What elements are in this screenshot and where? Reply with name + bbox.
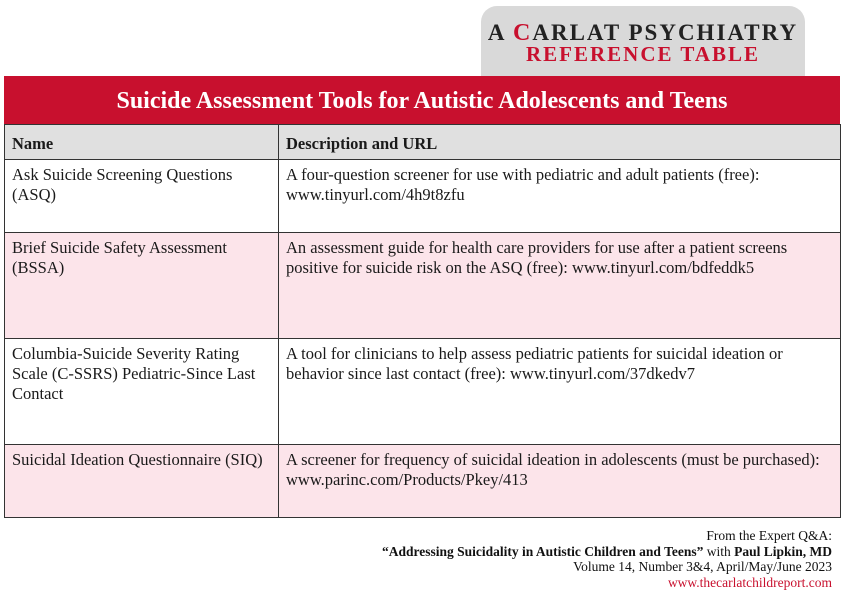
table-title: Suicide Assessment Tools for Autistic Adolescents and Teens bbox=[4, 76, 840, 124]
table-row bbox=[5, 160, 841, 233]
table-row bbox=[5, 339, 841, 445]
footer-source-label: From the Expert Q&A: bbox=[706, 528, 832, 543]
row-description: A four-question screener for use with pediatric and adult patients (free): www.tinyurl.com/4h9t8zfu bbox=[279, 160, 841, 233]
tab-line-1-red-letter: C bbox=[513, 20, 533, 46]
row-description: A screener for frequency of suicidal ideation in adolescents (must be purchased): www.parinc.com/Products/Pkey/413 bbox=[279, 445, 841, 518]
row-name: Columbia-Suicide Severity Rating Scale (C-SSRS) Pediatric-Since Last Contact bbox=[5, 339, 279, 445]
table-row bbox=[5, 445, 841, 518]
reference-table bbox=[4, 124, 841, 518]
footer-article-line bbox=[382, 544, 832, 560]
tab-line-1-prefix: A bbox=[487, 20, 514, 45]
header-description: Description and URL bbox=[279, 125, 841, 160]
row-description: An assessment guide for health care providers for use after a patient screens positive for suicide risk on the ASQ (free): www.tinyurl.com/bdfeddk5 bbox=[279, 233, 841, 339]
table-row bbox=[5, 233, 841, 339]
row-name: Brief Suicide Safety Assessment (BSSA) bbox=[5, 233, 279, 339]
tab-line-1-rest: ARLAT PSYCHIATRY bbox=[532, 20, 799, 45]
footer-article-title: “Addressing Suicidality in Autistic Children and Teens” bbox=[381, 543, 704, 559]
table-header-row bbox=[5, 125, 841, 160]
reference-table-tab bbox=[481, 6, 805, 76]
footer-website-link[interactable]: www.thecarlatchildreport.com bbox=[667, 574, 832, 590]
header-name: Name bbox=[5, 125, 279, 160]
footer-with: with bbox=[703, 543, 735, 559]
row-description: A tool for clinicians to help assess pediatric patients for suicidal ideation or behavior since last contact (free): www.tinyurl.com/37dkedv7 bbox=[279, 339, 841, 445]
tab-line-2: REFERENCE TABLE bbox=[525, 42, 761, 66]
row-name: Suicidal Ideation Questionnaire (SIQ) bbox=[5, 445, 279, 518]
row-name: Ask Suicide Screening Questions (ASQ) bbox=[5, 160, 279, 233]
source-footer bbox=[382, 528, 832, 590]
footer-author: Paul Lipkin, MD bbox=[734, 543, 832, 559]
footer-volume: Volume 14, Number 3&4, April/May/June 2023 bbox=[573, 559, 832, 574]
